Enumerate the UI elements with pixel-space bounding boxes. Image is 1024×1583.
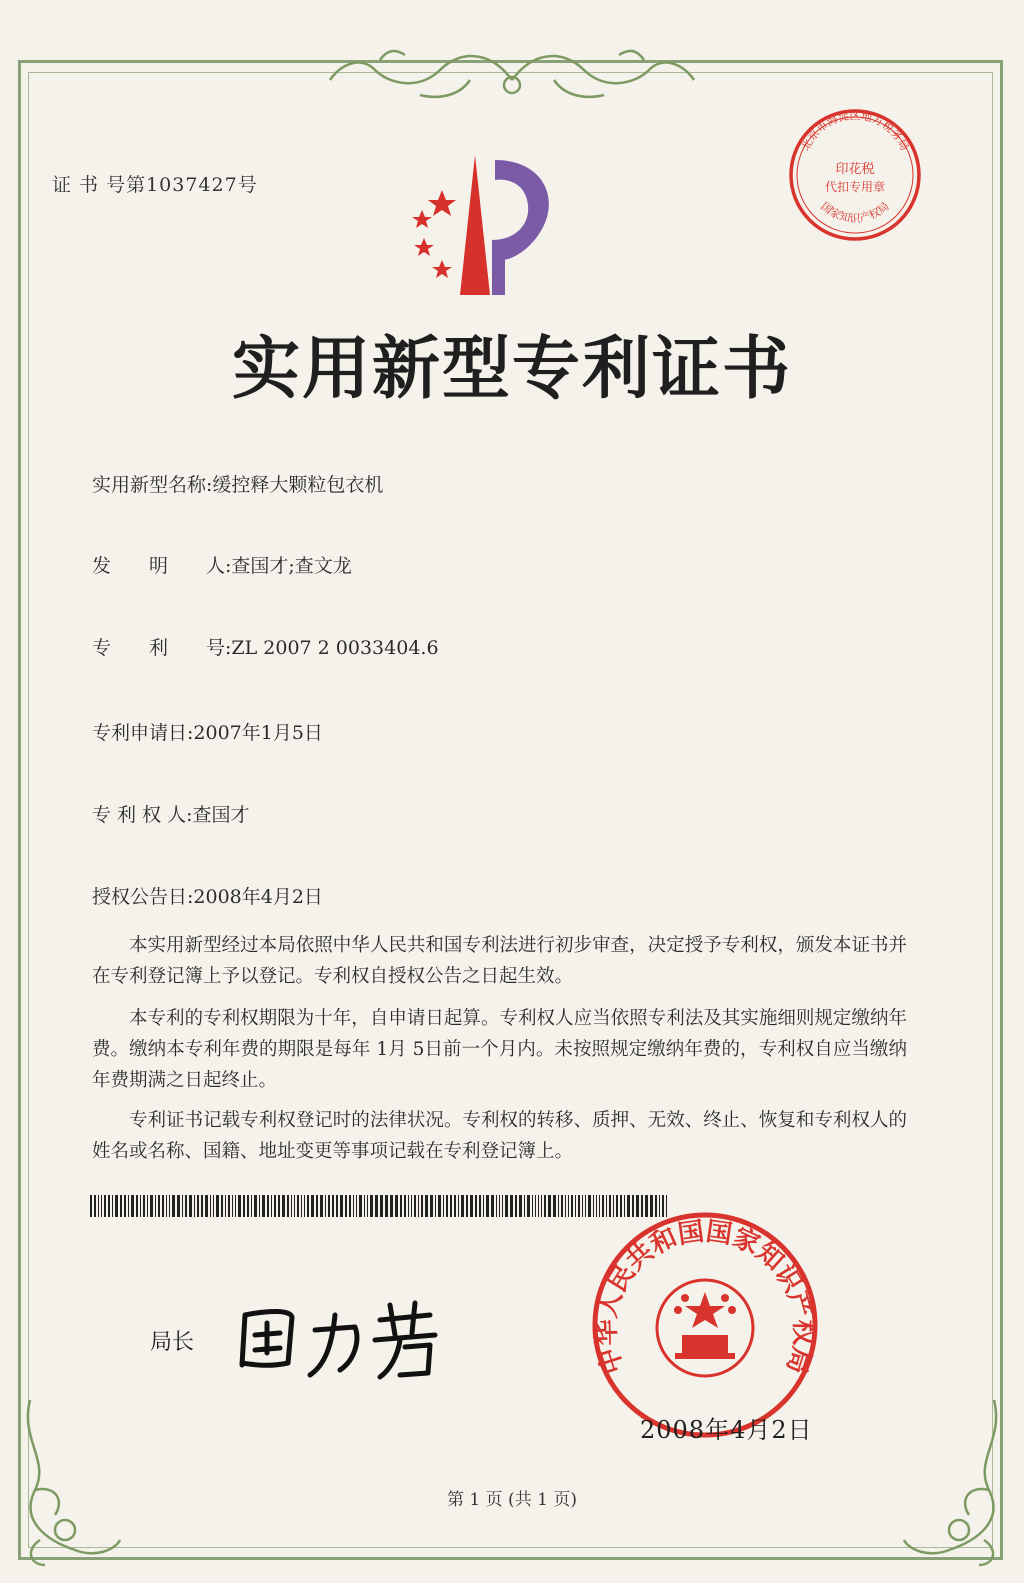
field-value: ZL 2007 2 0033404.6: [231, 637, 439, 659]
body-paragraph-2: 本专利的专利权期限为十年，自申请日起算。专利权人应当依照专利法及其实施细则规定缴纳年费。缴纳本专利年费的期限是每年 1月 5日前一个月内。未按照规定缴纳年费的，专利权自应当缴纳年费期满之日起终止。: [92, 1008, 907, 1091]
field-application-date: [92, 718, 323, 745]
tax-stamp-center-line2: 代扣专用章: [824, 180, 886, 194]
national-emblem-icon: [657, 1280, 753, 1376]
tax-stamp-ring-text: 北京市海淀区地方税务局: [798, 108, 912, 153]
field-value: 2007年1月5日: [193, 722, 323, 744]
body-paragraph-3: 专利证书记载专利权登记时的法律状况。专利权的转移、质押、无效、终止、恢复和专利权人的姓名或名称、国籍、地址变更等事项记载在专利登记簿上。: [92, 1110, 907, 1162]
field-value: 2008年4月2日: [193, 886, 323, 908]
field-label: 专利申请日:: [92, 722, 194, 744]
field-patentee: [92, 800, 250, 827]
certificate-title: 实用新型专利证书: [231, 329, 792, 409]
national-ipo-seal: [590, 1210, 820, 1440]
field-value: 缓控释大颗粒包衣机: [212, 474, 384, 496]
field-value: 查国才;查文龙: [231, 555, 352, 577]
body-paragraph-1: 本实用新型经过本局依照中华人民共和国专利法进行初步审查，决定授予专利权，颁发本证书并在专利登记簿上予以登记。专利权自授权公告之日起生效。: [92, 935, 907, 987]
barcode: [90, 1195, 670, 1217]
field-label: 专 利 权 人:: [92, 804, 193, 826]
director-signature: [230, 1285, 445, 1385]
field-label: 发 明 人:: [92, 555, 232, 577]
director-label: 局长: [150, 1330, 195, 1355]
field-grant-date: [92, 882, 323, 909]
tax-stamp-bottom-text: 国家知识产权局: [818, 199, 892, 225]
certificate-number: 证 书 号第1037427号: [52, 174, 258, 196]
seal-ring-text: 中华人民共和国国家知识产权局: [591, 1216, 819, 1378]
field-patent-number: [92, 633, 439, 660]
field-value: 查国才: [192, 804, 250, 826]
patent-office-emblem: [400, 150, 570, 300]
tax-stamp-center-line1: 印花税: [835, 162, 875, 177]
field-label: 实用新型名称:: [92, 474, 213, 496]
page-number: 第 1 页 (共 1 页): [447, 1490, 577, 1510]
seal-date: 2008年4月2日: [640, 1416, 813, 1444]
field-label: 授权公告日:: [92, 886, 194, 908]
field-utility-model-name: [92, 470, 383, 497]
tax-stamp-seal: [785, 105, 925, 245]
top-ornament: [320, 40, 704, 110]
field-inventor: [92, 551, 352, 578]
field-label: 专 利 号:: [92, 637, 232, 659]
